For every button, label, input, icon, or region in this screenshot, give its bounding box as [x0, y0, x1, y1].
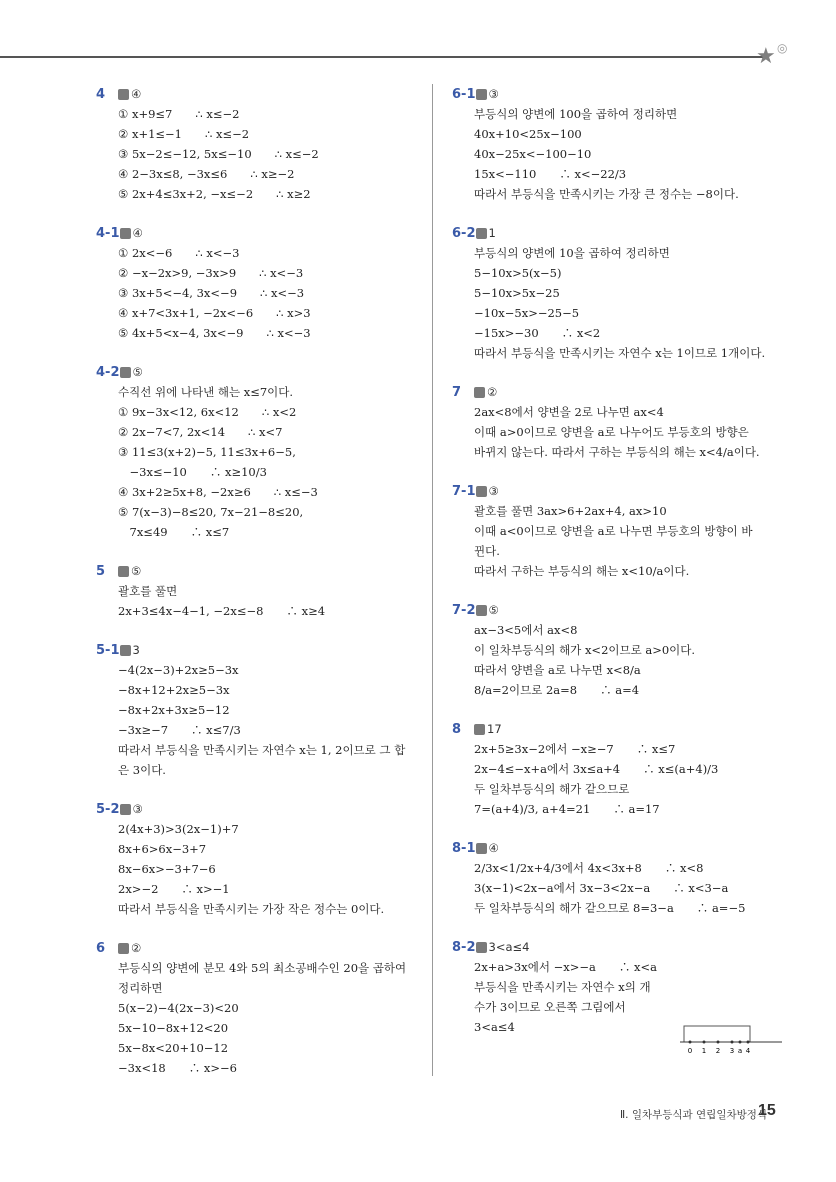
solution-line: 부등식의 양변에 분모 4와 5의 최소공배수인 20을 곱하여 — [118, 961, 407, 975]
problem-number: 7-1 — [452, 483, 476, 499]
tick-label: 0 — [687, 1047, 693, 1055]
solution-line: 따라서 부등식을 만족시키는 자연수 x는 1이므로 1개이다. — [474, 346, 766, 360]
solution-line: −8x+12+2x≥5−3x — [118, 683, 230, 697]
answer-value: ④ — [488, 841, 499, 855]
solution-line: 수직선 위에 나타낸 해는 x≤7이다. — [118, 385, 294, 399]
solution-line: ① 2x<−6 ∴ x<−3 — [118, 246, 240, 260]
solution-line: ② 2x−7<7, 2x<14 ∴ x<7 — [118, 425, 283, 439]
problem-header — [452, 481, 788, 501]
problem-4 — [96, 84, 420, 204]
solution-line: 따라서 구하는 부등식의 해는 x<10/a이다. — [474, 564, 690, 578]
solution-line: ③ 11≤3(x+2)−5, 11≤3x+6−5, — [118, 445, 296, 459]
problem-number: 8 — [452, 721, 462, 737]
answer-value: 1 — [488, 226, 496, 240]
answer-value: 17 — [487, 722, 502, 736]
problem-7 — [452, 382, 788, 462]
answer-badge-icon — [476, 843, 487, 854]
answer-value: ③ — [132, 802, 143, 816]
solution-line: 두 일차부등식의 해가 같으므로 — [474, 782, 630, 796]
solution-line: 2x+3≤4x−4−1, −2x≤−8 ∴ x≥4 — [118, 604, 326, 618]
solution-line: 2(4x+3)>3(2x−1)+7 — [118, 822, 239, 836]
answer-badge-icon — [120, 228, 131, 239]
problem-number: 6 — [96, 940, 106, 956]
problem-number: 8-2 — [452, 939, 476, 955]
solution-line: 3(x−1)<2x−a에서 3x−3<2x−a ∴ x<3−a — [474, 881, 729, 895]
solution-line: 따라서 양변을 a로 나누면 x<8/a — [474, 663, 641, 677]
problem-6 — [96, 938, 420, 1078]
answer-value: ③ — [488, 484, 499, 498]
problem-header — [96, 223, 420, 243]
answer-value: ② — [131, 941, 142, 955]
solution-line: ③ 3x+5<−4, 3x<−9 ∴ x<−3 — [118, 286, 305, 300]
answer-badge-icon — [120, 804, 131, 815]
answer-badge-icon — [118, 566, 129, 577]
tick-mark — [739, 1041, 742, 1044]
solution-line: 40x−25x<−100−10 — [474, 147, 592, 161]
solution-line: 따라서 부등식을 만족시키는 자연수 x는 1, 2이므로 그 합 — [118, 743, 406, 757]
problem-5 — [96, 561, 420, 621]
swirl-icon: ◎ — [777, 41, 788, 55]
solution-line: 2ax<8에서 양변을 2로 나누면 ax<4 — [474, 405, 664, 419]
problem-number: 6-2 — [452, 225, 476, 241]
tick-mark — [703, 1041, 706, 1044]
problem-header — [96, 799, 420, 819]
problem-header — [96, 938, 420, 958]
tick-label: 4 — [745, 1047, 751, 1055]
problem-5-2 — [96, 799, 420, 919]
answer-value: ⑤ — [131, 564, 142, 578]
problem-header — [452, 223, 788, 243]
solution-line: 두 일차부등식의 해가 같으므로 8=3−a ∴ a=−5 — [474, 901, 746, 915]
problem-7-1 — [452, 481, 788, 581]
solution-line: 5(x−2)−4(2x−3)<20 — [118, 1001, 239, 1015]
solution-line: 2/3x<1/2x+4/3에서 4x<3x+8 ∴ x<8 — [474, 861, 704, 875]
solution-line: ② −x−2x>9, −3x>9 ∴ x<−3 — [118, 266, 304, 280]
problem-header — [452, 600, 788, 620]
answer-badge-icon — [474, 387, 485, 398]
solution-line: 5x−8x<20+10−12 — [118, 1041, 229, 1055]
problem-number: 4 — [96, 86, 106, 102]
solution-line: 따라서 부등식을 만족시키는 가장 작은 정수는 0이다. — [118, 902, 385, 916]
problem-header — [452, 84, 788, 104]
right-column — [452, 84, 788, 1056]
solution-line: ① 9x−3x<12, 6x<12 ∴ x<2 — [118, 405, 297, 419]
header-rule — [0, 56, 768, 58]
answer-badge-icon — [118, 89, 129, 100]
solution-line: ⑤ 4x+5<x−4, 3x<−9 ∴ x<−3 — [118, 326, 311, 340]
solution-line: 바뀌지 않는다. 따라서 구하는 부등식의 해는 x<4/a이다. — [474, 445, 760, 459]
problem-4-1 — [96, 223, 420, 343]
tick-label: a — [737, 1047, 743, 1055]
answer-value: ⑤ — [132, 365, 143, 379]
problem-4-2 — [96, 362, 420, 542]
problem-header — [452, 382, 788, 402]
problem-8-1 — [452, 838, 788, 918]
solution-line: 3<a≤4 — [474, 1020, 515, 1034]
tick-mark — [731, 1041, 734, 1044]
problem-7-2 — [452, 600, 788, 700]
answer-badge-icon — [476, 486, 487, 497]
solution-line: 8x−6x>−3+7−6 — [118, 862, 216, 876]
solution-line: 2x+5≥3x−2에서 −x≥−7 ∴ x≤7 — [474, 742, 676, 756]
solution-line: 괄호를 풀면 3ax>6+2ax+4, ax>10 — [474, 504, 667, 518]
problem-number: 6-1 — [452, 86, 476, 102]
solution-line: −3x<18 ∴ x>−6 — [118, 1061, 237, 1075]
solution-line: 5x−10−8x+12<20 — [118, 1021, 229, 1035]
page-number: 15 — [758, 1102, 776, 1119]
problem-header — [96, 640, 420, 660]
tick-label: 3 — [729, 1047, 735, 1055]
solution-line: ③ 5x−2≤−12, 5x≤−10 ∴ x≤−2 — [118, 147, 319, 161]
answer-value: ④ — [132, 226, 143, 240]
problem-number: 5-2 — [96, 801, 120, 817]
solution-line: 2x>−2 ∴ x>−1 — [118, 882, 230, 896]
solution-line: ④ 3x+2≥5x+8, −2x≥6 ∴ x≤−3 — [118, 485, 318, 499]
solution-line: −4(2x−3)+2x≥5−3x — [118, 663, 239, 677]
answer-badge-icon — [118, 943, 129, 954]
solution-line: 정리하면 — [118, 981, 163, 995]
tick-label: 2 — [715, 1047, 721, 1055]
solution-line: 2x−4≤−x+a에서 3x≤a+4 ∴ x≤(a+4)/3 — [474, 762, 719, 776]
solution-line: ④ 2−3x≤8, −3x≤6 ∴ x≥−2 — [118, 167, 295, 181]
answer-value: ② — [487, 385, 498, 399]
solution-line: 부등식을 만족시키는 자연수 x의 개 — [474, 980, 651, 994]
tick-mark — [717, 1041, 720, 1044]
solution-line: 8/a=2이므로 2a=8 ∴ a=4 — [474, 683, 640, 697]
problem-number: 7-2 — [452, 602, 476, 618]
problem-header — [96, 84, 420, 104]
solution-line: ④ x+7<3x+1, −2x<−6 ∴ x>3 — [118, 306, 311, 320]
problem-number: 5-1 — [96, 642, 120, 658]
problem-number: 7 — [452, 384, 462, 400]
left-column — [96, 84, 420, 1097]
solution-line: 2x+a>3x에서 −x>−a ∴ x<a — [474, 960, 657, 974]
answer-badge-icon — [476, 89, 487, 100]
number-line-figure — [678, 1022, 784, 1056]
answer-value: 3<a≤4 — [488, 940, 530, 954]
solution-line: 이 일차부등식의 해가 x<2이므로 a>0이다. — [474, 643, 696, 657]
solution-line: 7=(a+4)/3, a+4=21 ∴ a=17 — [474, 802, 660, 816]
problem-header — [96, 362, 420, 382]
problem-number: 8-1 — [452, 840, 476, 856]
solution-line: 5−10x>5(x−5) — [474, 266, 562, 280]
problem-5-1 — [96, 640, 420, 780]
solution-line: −3x≥−7 ∴ x≤7/3 — [118, 723, 241, 737]
solution-line: 5−10x>5x−25 — [474, 286, 560, 300]
solution-line: 수가 3이므로 오른쪽 그림에서 — [474, 1000, 626, 1014]
answer-value: ⑤ — [488, 603, 499, 617]
tick-label: 1 — [701, 1047, 707, 1055]
problem-6-1 — [452, 84, 788, 204]
solution-line: 괄호를 풀면 — [118, 584, 178, 598]
solution-line: −8x+2x+3x≥5−12 — [118, 703, 230, 717]
answer-value: 3 — [132, 643, 140, 657]
tick-mark — [747, 1041, 750, 1044]
solution-line: −3x≤−10 ∴ x≥10/3 — [118, 465, 267, 479]
answer-value: ④ — [131, 87, 142, 101]
tick-mark — [689, 1041, 692, 1044]
solution-line: 따라서 부등식을 만족시키는 가장 큰 정수는 −8이다. — [474, 187, 739, 201]
answer-value: ③ — [488, 87, 499, 101]
problem-header — [452, 838, 788, 858]
problem-number: 4-1 — [96, 225, 120, 241]
solution-line: 40x+10<25x−100 — [474, 127, 582, 141]
solution-line: 15x<−110 ∴ x<−22/3 — [474, 167, 627, 181]
solution-line: 8x+6>6x−3+7 — [118, 842, 207, 856]
solution-range-box — [684, 1026, 750, 1042]
solution-line: ① x+9≤7 ∴ x≤−2 — [118, 107, 240, 121]
problem-header — [452, 937, 788, 957]
solution-line: 부등식의 양변에 100을 곱하여 정리하면 — [474, 107, 678, 121]
solution-line: ⑤ 7(x−3)−8≤20, 7x−21−8≤20, — [118, 505, 304, 519]
answer-badge-icon — [476, 942, 487, 953]
answer-badge-icon — [120, 645, 131, 656]
problem-header — [96, 561, 420, 581]
problem-number: 4-2 — [96, 364, 120, 380]
problem-header — [452, 719, 788, 739]
solution-line: ⑤ 2x+4≤3x+2, −x≤−2 ∴ x≥2 — [118, 187, 311, 201]
answer-badge-icon — [476, 228, 487, 239]
solution-line: 7x≤49 ∴ x≤7 — [118, 525, 230, 539]
solution-line: ax−3<5에서 ax<8 — [474, 623, 578, 637]
solution-line: 은 3이다. — [118, 763, 166, 777]
solution-line: 이때 a>0이므로 양변을 a로 나누어도 부등호의 방향은 — [474, 425, 749, 439]
problem-number: 5 — [96, 563, 106, 579]
solution-line: −10x−5x>−25−5 — [474, 306, 580, 320]
chapter-footer: Ⅱ. 일차부등식과 연립일차방정식 — [620, 1109, 768, 1121]
solution-line: −15x>−30 ∴ x<2 — [474, 326, 601, 340]
solution-line: 부등식의 양변에 10을 곱하여 정리하면 — [474, 246, 670, 260]
solution-line: 뀐다. — [474, 544, 500, 558]
problem-8 — [452, 719, 788, 819]
solution-line: ② x+1≤−1 ∴ x≤−2 — [118, 127, 250, 141]
problem-6-2 — [452, 223, 788, 363]
answer-badge-icon — [474, 724, 485, 735]
star-icon: ★ — [756, 44, 776, 69]
column-divider — [432, 84, 433, 1076]
answer-badge-icon — [120, 367, 131, 378]
solution-line: 이때 a<0이므로 양변을 a로 나누면 부등호의 방향이 바 — [474, 524, 753, 538]
answer-badge-icon — [476, 605, 487, 616]
